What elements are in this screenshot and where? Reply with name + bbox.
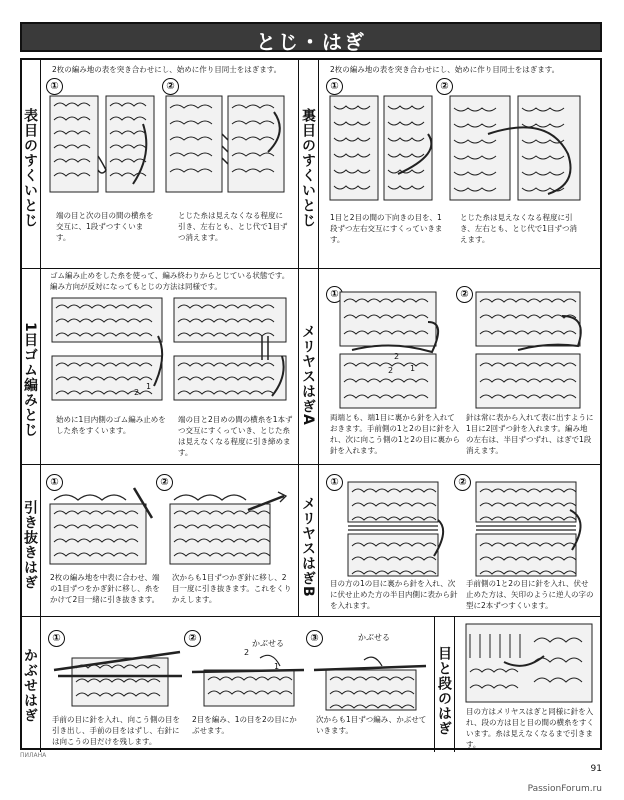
section-label: かぶせはぎ (22, 648, 38, 723)
page-title: とじ・はぎ (256, 30, 366, 54)
step-caption: とじた糸は見えなくなる程度に引き、左右とも、とじ代で1目ずつ消えます。 (178, 211, 288, 242)
knit-illustration (464, 622, 594, 704)
step-caption: 始めに1目内側のゴム編み止めをした糸をすくいます。 (56, 415, 166, 435)
knit-illustration (48, 486, 158, 568)
step-caption: 端の目と次の目の間の横糸を交互に、1段ずつすくいます。 (56, 211, 154, 242)
step-number: ② (436, 78, 453, 95)
step-caption: 手前側の1と2の目に針を入れ、伏せ止めた方は、矢印のように逆人の字の型に2本ずつすくいます。 (466, 579, 594, 610)
step-caption: 目の方の1の目に裏から針を入れ、次に伏せ止めた方の半目内側に表から針を入れます。 (330, 579, 458, 610)
section-label: 裏目のすくいとじ (300, 108, 316, 228)
knit-illustration (52, 646, 182, 708)
content-frame (20, 58, 602, 750)
section-kabuse (22, 618, 434, 752)
stitch-annotation: 2 (388, 366, 394, 375)
step-number: ② (454, 474, 471, 491)
stitch-annotation: 1 (146, 382, 152, 391)
section-intro: 2枚の編み地の表を突き合わせにし、始めに作り目同士をはぎます。 (52, 65, 282, 74)
section-hikinuki (22, 466, 298, 616)
section-label: 目と段のはぎ (436, 646, 452, 736)
section-label: 1目ゴム編みとじ (22, 322, 38, 438)
footer-watermark: ПИЛАНА (20, 752, 47, 759)
step-number: ① (326, 78, 343, 95)
step-number: ② (156, 474, 173, 491)
section-intro: 2枚の編み地の表を突き合わせにし、始めに作り目同士をはぎます。 (330, 65, 560, 74)
site-watermark: PassionForum.ru (527, 784, 602, 794)
page-number: 91 (590, 764, 602, 774)
step-caption: 次からも1目ずつかぎ針に移し、2目一度に引き抜きます。これをくりかえします。 (172, 573, 292, 604)
stitch-annotation: 1 (410, 364, 416, 373)
row-divider (22, 268, 600, 269)
stitch-annotation: 2 (244, 648, 250, 657)
section-label: メリヤスはぎA (300, 324, 316, 426)
stitch-annotation: かぶせる (358, 633, 390, 642)
step-caption: 1目と2目の間の下向きの目を、1段ずつ左右交互にすくっていきます。 (330, 213, 443, 244)
knit-illustration (470, 480, 594, 580)
section-label: 引き抜きはぎ (22, 500, 38, 590)
section-meriyasu-b (300, 466, 600, 616)
knit-illustration (48, 94, 158, 194)
title-bar (20, 22, 602, 52)
section-label: メリヤスはぎB (300, 496, 316, 598)
step-number: ① (46, 474, 63, 491)
step-caption: 端の目と2目めの間の横糸を1本ずつ交互にすくっていき、とじた糸は見えなくなる程度に引き締めます。 (178, 415, 293, 457)
section-omote-sukui (22, 60, 298, 268)
stitch-annotation: かぶせる (252, 639, 284, 648)
step-number: ② (184, 630, 201, 647)
knit-illustration (164, 94, 294, 194)
section-meriyasu-a (300, 270, 600, 464)
step-number: ① (46, 78, 63, 95)
section-1me-gomu (22, 270, 298, 464)
section-ura-sukui (300, 60, 600, 268)
step-caption: 2枚の編み地を中表に合わせ、端の1目ずつをかぎ針に移し、糸をかけて2目一緒に引き抜きます。 (50, 573, 160, 604)
col-divider (434, 616, 435, 752)
step-number: ③ (306, 630, 323, 647)
stitch-annotation: 2 (394, 352, 400, 361)
knit-illustration (468, 290, 592, 410)
section-label: 表目のすくいとじ (22, 108, 38, 228)
section-intro: ゴム編み止めをした糸を使って、編み終わりからとじている状態です。編み方向が反対になってもとじの方法は同様です。 (50, 271, 290, 291)
knit-illustration (342, 480, 450, 580)
knit-illustration (168, 486, 292, 568)
section-me-to-dan (436, 618, 600, 752)
step-number: ② (162, 78, 179, 95)
step-caption: 次からも1目ずつ編み、かぶせていきます。 (316, 715, 427, 735)
knit-illustration (172, 296, 292, 406)
stitch-annotation: 2 (134, 388, 140, 397)
step-caption: 2目を編み、1の目を2の目にかぶせます。 (192, 715, 297, 735)
stitch-annotation: 1 (274, 662, 280, 671)
knit-illustration (332, 290, 444, 410)
knit-illustration (328, 94, 440, 204)
step-number: ② (456, 286, 473, 303)
knit-illustration (312, 648, 430, 712)
step-caption: 両端とも、端1目に裏から針を入れておきます。手前側の1と2の目に針を入れ、次に向こう側の1と2の目に裏から針を入れます。 (330, 413, 460, 455)
step-caption: とじた糸は見えなくなる程度に引き、左右とも、とじ代で1目ずつ消えます。 (460, 213, 577, 244)
col-divider (298, 60, 299, 616)
step-number: ① (48, 630, 65, 647)
row-divider (22, 464, 600, 465)
step-number: ① (326, 286, 343, 303)
row-divider (22, 616, 600, 617)
step-number: ① (326, 474, 343, 491)
step-caption: 目の方はメリヤスはぎと同様に針を入れ、段の方は目と目の間の横糸をすくいます。糸は見えなくなるまで引きます。 (466, 707, 594, 749)
step-caption: 針は常に表から入れて表に出すように1目に2回ずつ針を入れます。編み地の左右は、半目ずつずれ、はぎで1段消えます。 (466, 413, 594, 455)
knit-illustration (448, 94, 588, 204)
knit-illustration (190, 648, 308, 708)
step-caption: 手前の目に針を入れ、向こう側の目を引き出し、手前の目をはずし、右針には向こうの目だけを残します。 (52, 715, 180, 746)
